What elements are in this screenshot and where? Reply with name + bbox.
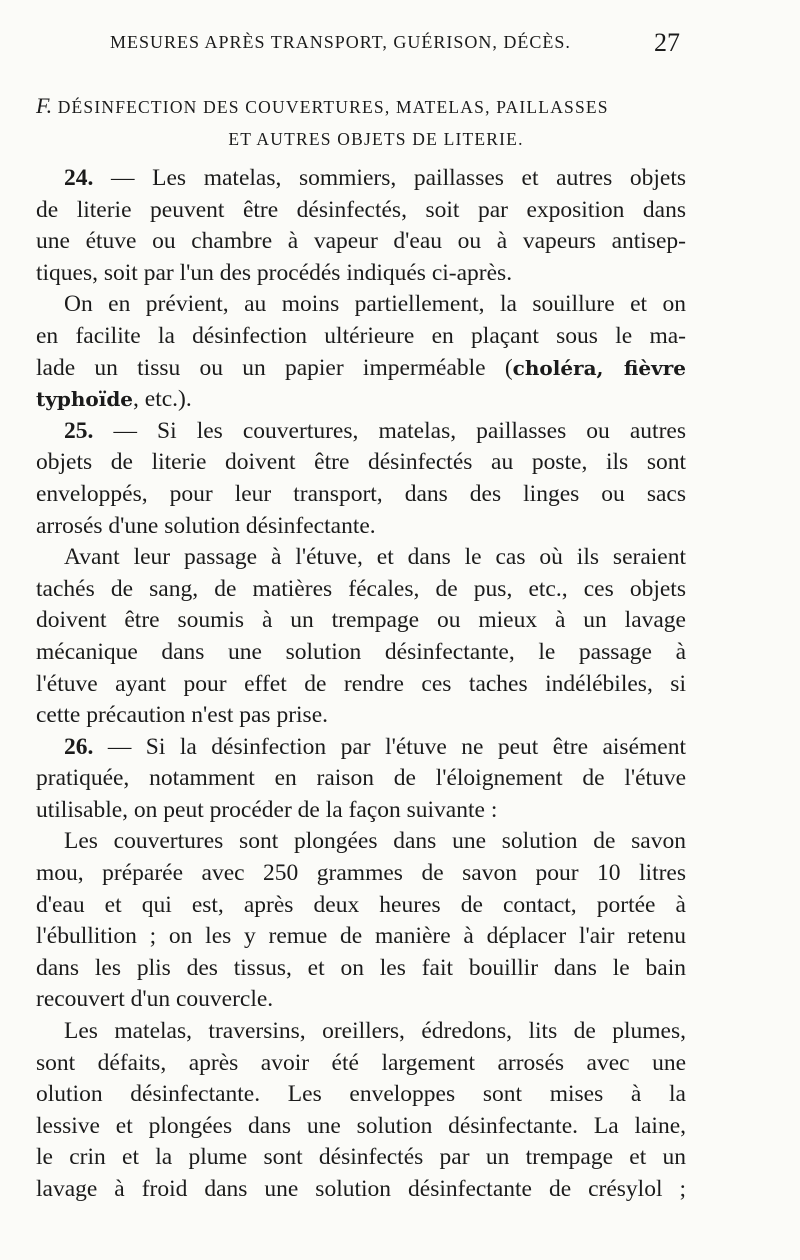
- bold-term: typhoïde: [36, 387, 134, 412]
- page-number: 27: [654, 28, 680, 57]
- text-line: tiques, soit par l'un des procédés indiqués ci-après.: [36, 259, 513, 286]
- text-fragment: , etc.).: [133, 386, 192, 413]
- text-line: Les matelas, traversins, oreillers, édredons, lits de plumes,: [64, 1018, 686, 1045]
- text-line: mécanique dans une solution désinfectante, le passage à: [36, 638, 686, 665]
- section-heading-line-1: [36, 90, 686, 123]
- text-fragment: lade un tissu ou un papier imperméable (: [36, 354, 513, 381]
- text-line: Avant leur passage à l'étuve, et dans le cas où ils seraient: [64, 544, 686, 571]
- article-number-25: 25.: [64, 417, 94, 444]
- text-line: [36, 384, 686, 416]
- text-line: doivent être soumis à un trempage ou mieux à un lavage: [36, 607, 686, 634]
- text-line: arrosés d'une solution désinfectante.: [36, 512, 376, 539]
- bold-term: choléra, fièvre: [512, 355, 686, 380]
- text-line: pratiquée, notamment en raison de l'éloignement de l'étuve: [36, 765, 686, 792]
- text-line: On en prévient, au moins partiellement, la souillure et on: [64, 291, 686, 318]
- text-line: l'étuve ayant pour effet de rendre ces taches indélébiles, si: [36, 670, 686, 697]
- text-line: une étuve ou chambre à vapeur d'eau ou à vapeurs antisep-: [36, 228, 686, 255]
- text-line: utilisable, on peut procéder de la façon suivante :: [36, 796, 498, 823]
- text-line: en facilite la désinfection ultérieure en plaçant sous le ma-: [36, 322, 686, 349]
- text-fragment: — Si la désinfection par l'étuve ne peut être aisément: [107, 733, 686, 760]
- text-fragment: — Si les couvertures, matelas, paillasses ou autres: [113, 417, 686, 444]
- text-line: d'eau et qui est, après deux heures de contact, portée à: [36, 891, 686, 918]
- section-heading: [36, 90, 686, 155]
- text-line: [36, 416, 686, 448]
- text-line: dans les plis des tissus, et on les fait bouillir dans le bain: [36, 954, 686, 981]
- body-text: [36, 163, 686, 1206]
- text-line: le crin et la plume sont désinfectés par un trempage et un: [36, 1144, 686, 1171]
- text-line: de literie peuvent être désinfectés, soit par exposition dans: [36, 196, 686, 223]
- text-line: objets de literie doivent être désinfectés au poste, ils sont: [36, 449, 686, 476]
- running-header: [110, 28, 680, 57]
- running-title: MESURES APRÈS TRANSPORT, GUÉRISON, DÉCÈS.: [110, 32, 571, 52]
- text-line: tachés de sang, de matières fécales, de pus, etc., ces objets: [36, 575, 686, 602]
- text-line: sont défaits, après avoir été largement arrosés avec une: [36, 1049, 686, 1076]
- section-letter: F.: [36, 93, 53, 118]
- text-line: enveloppés, pour leur transport, dans des linges ou sacs: [36, 480, 686, 507]
- article-number-26: 26.: [64, 733, 94, 760]
- text-line: cette précaution n'est pas prise.: [36, 702, 328, 729]
- text-line: [36, 353, 686, 385]
- text-line: [36, 732, 686, 764]
- text-line: [36, 163, 686, 195]
- text-line: recouvert d'un couvercle.: [36, 986, 274, 1013]
- text-line: lavage à froid dans une solution désinfectante de crésylol ;: [36, 1176, 686, 1202]
- text-fragment: — Les matelas, sommiers, paillasses et autres objets: [111, 165, 687, 191]
- text-line: olution désinfectante. Les enveloppes sont mises à la: [36, 1081, 686, 1108]
- section-title-line-2: ET AUTRES OBJETS DE LITERIE.: [228, 129, 524, 149]
- section-title-line-1: DÉSINFECTION DES COUVERTURES, MATELAS, PAILLASSES: [57, 97, 609, 117]
- article-number-24: 24.: [64, 165, 94, 191]
- text-line: mou, préparée avec 250 grammes de savon pour 10 litres: [36, 860, 686, 887]
- text-line: l'ébullition ; on les y remue de manière à déplacer l'air retenu: [36, 923, 686, 950]
- text-line: lessive et plongées dans une solution désinfectante. La laine,: [36, 1112, 686, 1139]
- text-line: Les couvertures sont plongées dans une solution de savon: [64, 828, 686, 855]
